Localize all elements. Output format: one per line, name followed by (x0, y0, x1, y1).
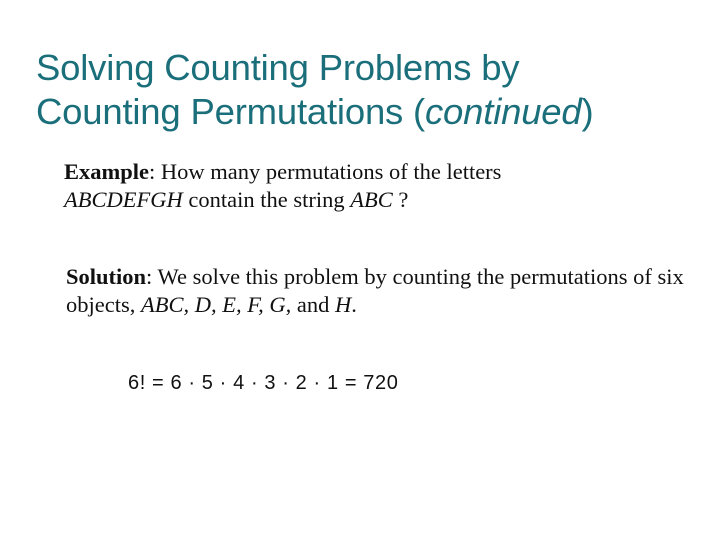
example-paragraph (64, 158, 704, 214)
title-line-2-prefix: Counting Permutations ( (36, 91, 425, 132)
solution-paragraph (66, 263, 706, 319)
title-line-2-suffix: ) (581, 91, 594, 132)
title-line-2-italic: continued (425, 91, 582, 132)
solution-text-3: . (351, 292, 357, 317)
example-letters: ABCDEFGH (64, 187, 183, 212)
example-label: Example (64, 159, 150, 184)
solution-objects: ABC, D, E, F, G, (140, 292, 292, 317)
solution-label: Solution (66, 264, 147, 289)
example-text-2: contain the string (182, 187, 351, 212)
factorial-equation: 6! = 6 · 5 · 4 · 3 · 2 · 1 = 720 (128, 372, 399, 394)
example-text-1: : How many permutations of the letters (149, 159, 502, 184)
title-line-1: Solving Counting Problems by (36, 47, 520, 88)
slide-title (36, 46, 696, 134)
solution-text-1: : We solve this problem by counting the permutations of six objects, (66, 264, 684, 317)
example-string: ABC (350, 187, 393, 212)
solution-text-2: and (291, 292, 335, 317)
example-text-3: ? (392, 187, 409, 212)
solution-last-object: H (334, 292, 352, 317)
